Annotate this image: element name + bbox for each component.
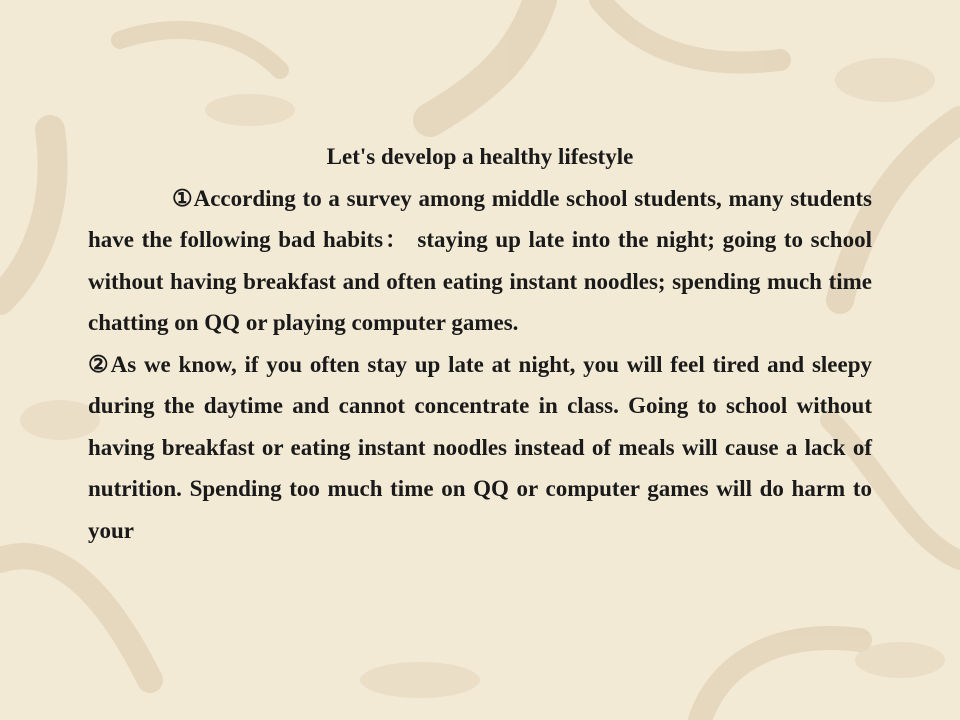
slide-text-body (88, 136, 872, 551)
paragraph-2: ②As we know, if you often stay up late at night, you will feel tired and sleepy during the daytime and cannot concentrate in class. Going to school without having breakfast or eating instant noodles instead of meals will cause a lack of nutrition. Spending too much time on QQ or computer games will do harm to your (88, 351, 872, 543)
document-title: Let's develop a healthy lifestyle (326, 144, 634, 169)
paragraph-1: ①According to a survey among middle school students, many students have the following bad habits： staying up late into the night; going to school without having breakfast and often eating instant noodles; spending much time chatting on QQ or playing computer games. (88, 185, 872, 335)
